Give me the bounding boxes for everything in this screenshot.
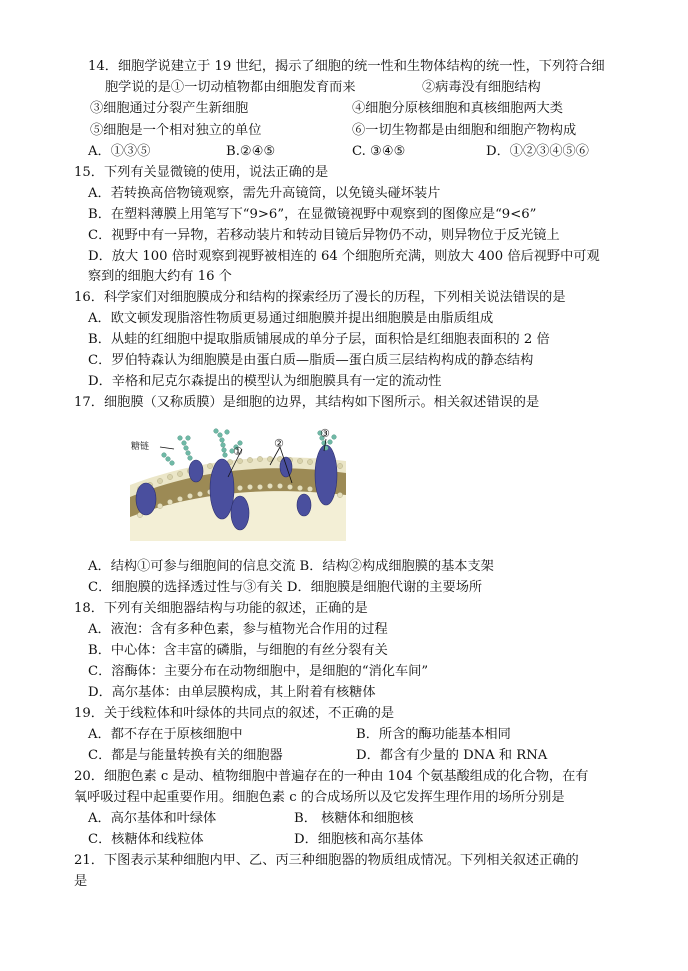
q15-option-b: B．在塑料薄膜上用笔写下“9>6”，在显微镜视野中观察到的图像应是“9<6” <box>88 207 537 222</box>
q16-option-c: C．罗伯特森认为细胞膜是由蛋白质—脂质—蛋白质三层结构构成的静态结构 <box>88 353 534 368</box>
q21-stem-line2: 是 <box>74 874 88 889</box>
q14-statement-5: ⑤细胞是一个相对独立的单位 <box>90 123 262 138</box>
figure-label-2: ② <box>274 437 284 450</box>
q21-stem-line1: 21．下图表示某种细胞内甲、乙、丙三种细胞器的物质组成情况。下列相关叙述正确的 <box>74 853 579 868</box>
q14-statement-3: ③细胞通过分裂产生新细胞 <box>90 101 249 116</box>
q16-option-d: D．辛格和尼克尔森提出的模型认为细胞膜具有一定的流动性 <box>88 374 442 389</box>
q17-option-ab: A．结构①可参与细胞间的信息交流 B．结构②构成细胞膜的基本支架 <box>88 559 494 574</box>
figure-label-1: ① <box>233 445 243 458</box>
q20-option-d: D．细胞核和高尔基体 <box>294 832 424 847</box>
q15-stem: 15．下列有关显微镜的使用，说法正确的是 <box>74 165 329 180</box>
q14-option-c: C. ③④⑤ <box>352 144 406 159</box>
q18-stem: 18．下列有关细胞器结构与功能的叙述，正确的是 <box>74 601 368 616</box>
q14-statement-2: ②病毒没有细胞结构 <box>422 80 541 95</box>
q14-option-a: A．①③⑤ <box>88 144 151 159</box>
q19-stem: 19．关于线粒体和叶绿体的共同点的叙述，不正确的是 <box>74 706 395 721</box>
q18-option-d: D．高尔基体：由单层膜构成，其上附着有核糖体 <box>88 685 376 700</box>
q15-option-d-line1: D．放大 100 倍时观察到视野被相连的 64 个细胞所充满，则放大 400 倍后视野中可观 <box>88 249 600 264</box>
q18-option-b: B．中心体：含丰富的磷脂，与细胞的有丝分裂有关 <box>88 643 388 658</box>
q14-stem-line1: 14．细胞学说建立于 19 世纪，揭示了细胞的统一性和生物体结构的统一性，下列符合细 <box>88 59 605 74</box>
q14-option-b: B.②④⑤ <box>226 144 276 159</box>
q16-option-a: A．欧文顿发现脂溶性物质更易通过细胞膜并提出细胞膜是由脂质组成 <box>88 311 494 326</box>
q20-stem-line2: 氧呼吸过程中起重要作用。细胞色素 c 的合成场所以及它发挥生理作用的场所分别是 <box>74 790 565 805</box>
q20-option-b: B． 核糖体和细胞核 <box>294 811 414 826</box>
figure-label-3: ③ <box>320 427 330 440</box>
figure-label-sugar-chain: 糖链 <box>131 441 150 451</box>
q19-option-d: D．都含有少量的 DNA 和 RNA <box>356 748 548 763</box>
q19-option-b: B．所含的酶功能基本相同 <box>356 727 511 742</box>
q17-option-cd: C．细胞膜的选择透过性与③有关 D．细胞膜是细胞代谢的主要场所 <box>88 580 483 595</box>
q15-option-a: A．若转换高倍物镜观察，需先升高镜筒，以免镜头碰坏装片 <box>88 186 441 201</box>
q16-option-b: B．从蛙的红细胞中提取脂质铺展成的单分子层，面积恰是红细胞表面积的 2 倍 <box>88 332 550 347</box>
q20-option-a: A．高尔基体和叶绿体 <box>88 811 217 826</box>
q15-option-c: C．视野中有一异物，若移动装片和转动目镜后异物仍不动，则异物位于反光镜上 <box>88 228 560 243</box>
q15-option-d-line2: 察到的细胞大约有 16 个 <box>88 269 232 284</box>
q14-statement-6: ⑥一切生物都是由细胞和细胞产物构成 <box>352 123 577 138</box>
q19-option-c: C．都是与能量转换有关的细胞器 <box>88 748 283 763</box>
q14-statement-4: ④细胞分原核细胞和真核细胞两大类 <box>352 101 563 116</box>
q16-stem: 16．科学家们对细胞膜成分和结构的探索经历了漫长的历程，下列相关说法错误的是 <box>74 290 566 305</box>
q19-option-a: A．都不存在于原核细胞中 <box>88 727 243 742</box>
q20-stem-line1: 20．细胞色素 c 是动、植物细胞中普遍存在的一种由 104 个氨基酸组成的化合物，在有 <box>74 769 589 784</box>
q14-stem-line2: 胞学说的是①一切动植物都由细胞发育而来 <box>105 80 356 95</box>
q20-option-c: C．核糖体和线粒体 <box>88 832 204 847</box>
q14-option-d: D．①②③④⑤⑥ <box>486 144 589 159</box>
q17-stem: 17．细胞膜（又称质膜）是细胞的边界，其结构如下图所示。相关叙述错误的是 <box>74 395 540 410</box>
cell-membrane-figure <box>128 425 346 541</box>
q18-option-c: C．溶酶体：主要分布在动物细胞中，是细胞的“消化车间” <box>88 664 429 679</box>
q18-option-a: A．液泡：含有多种色素，参与植物光合作用的过程 <box>88 622 388 637</box>
